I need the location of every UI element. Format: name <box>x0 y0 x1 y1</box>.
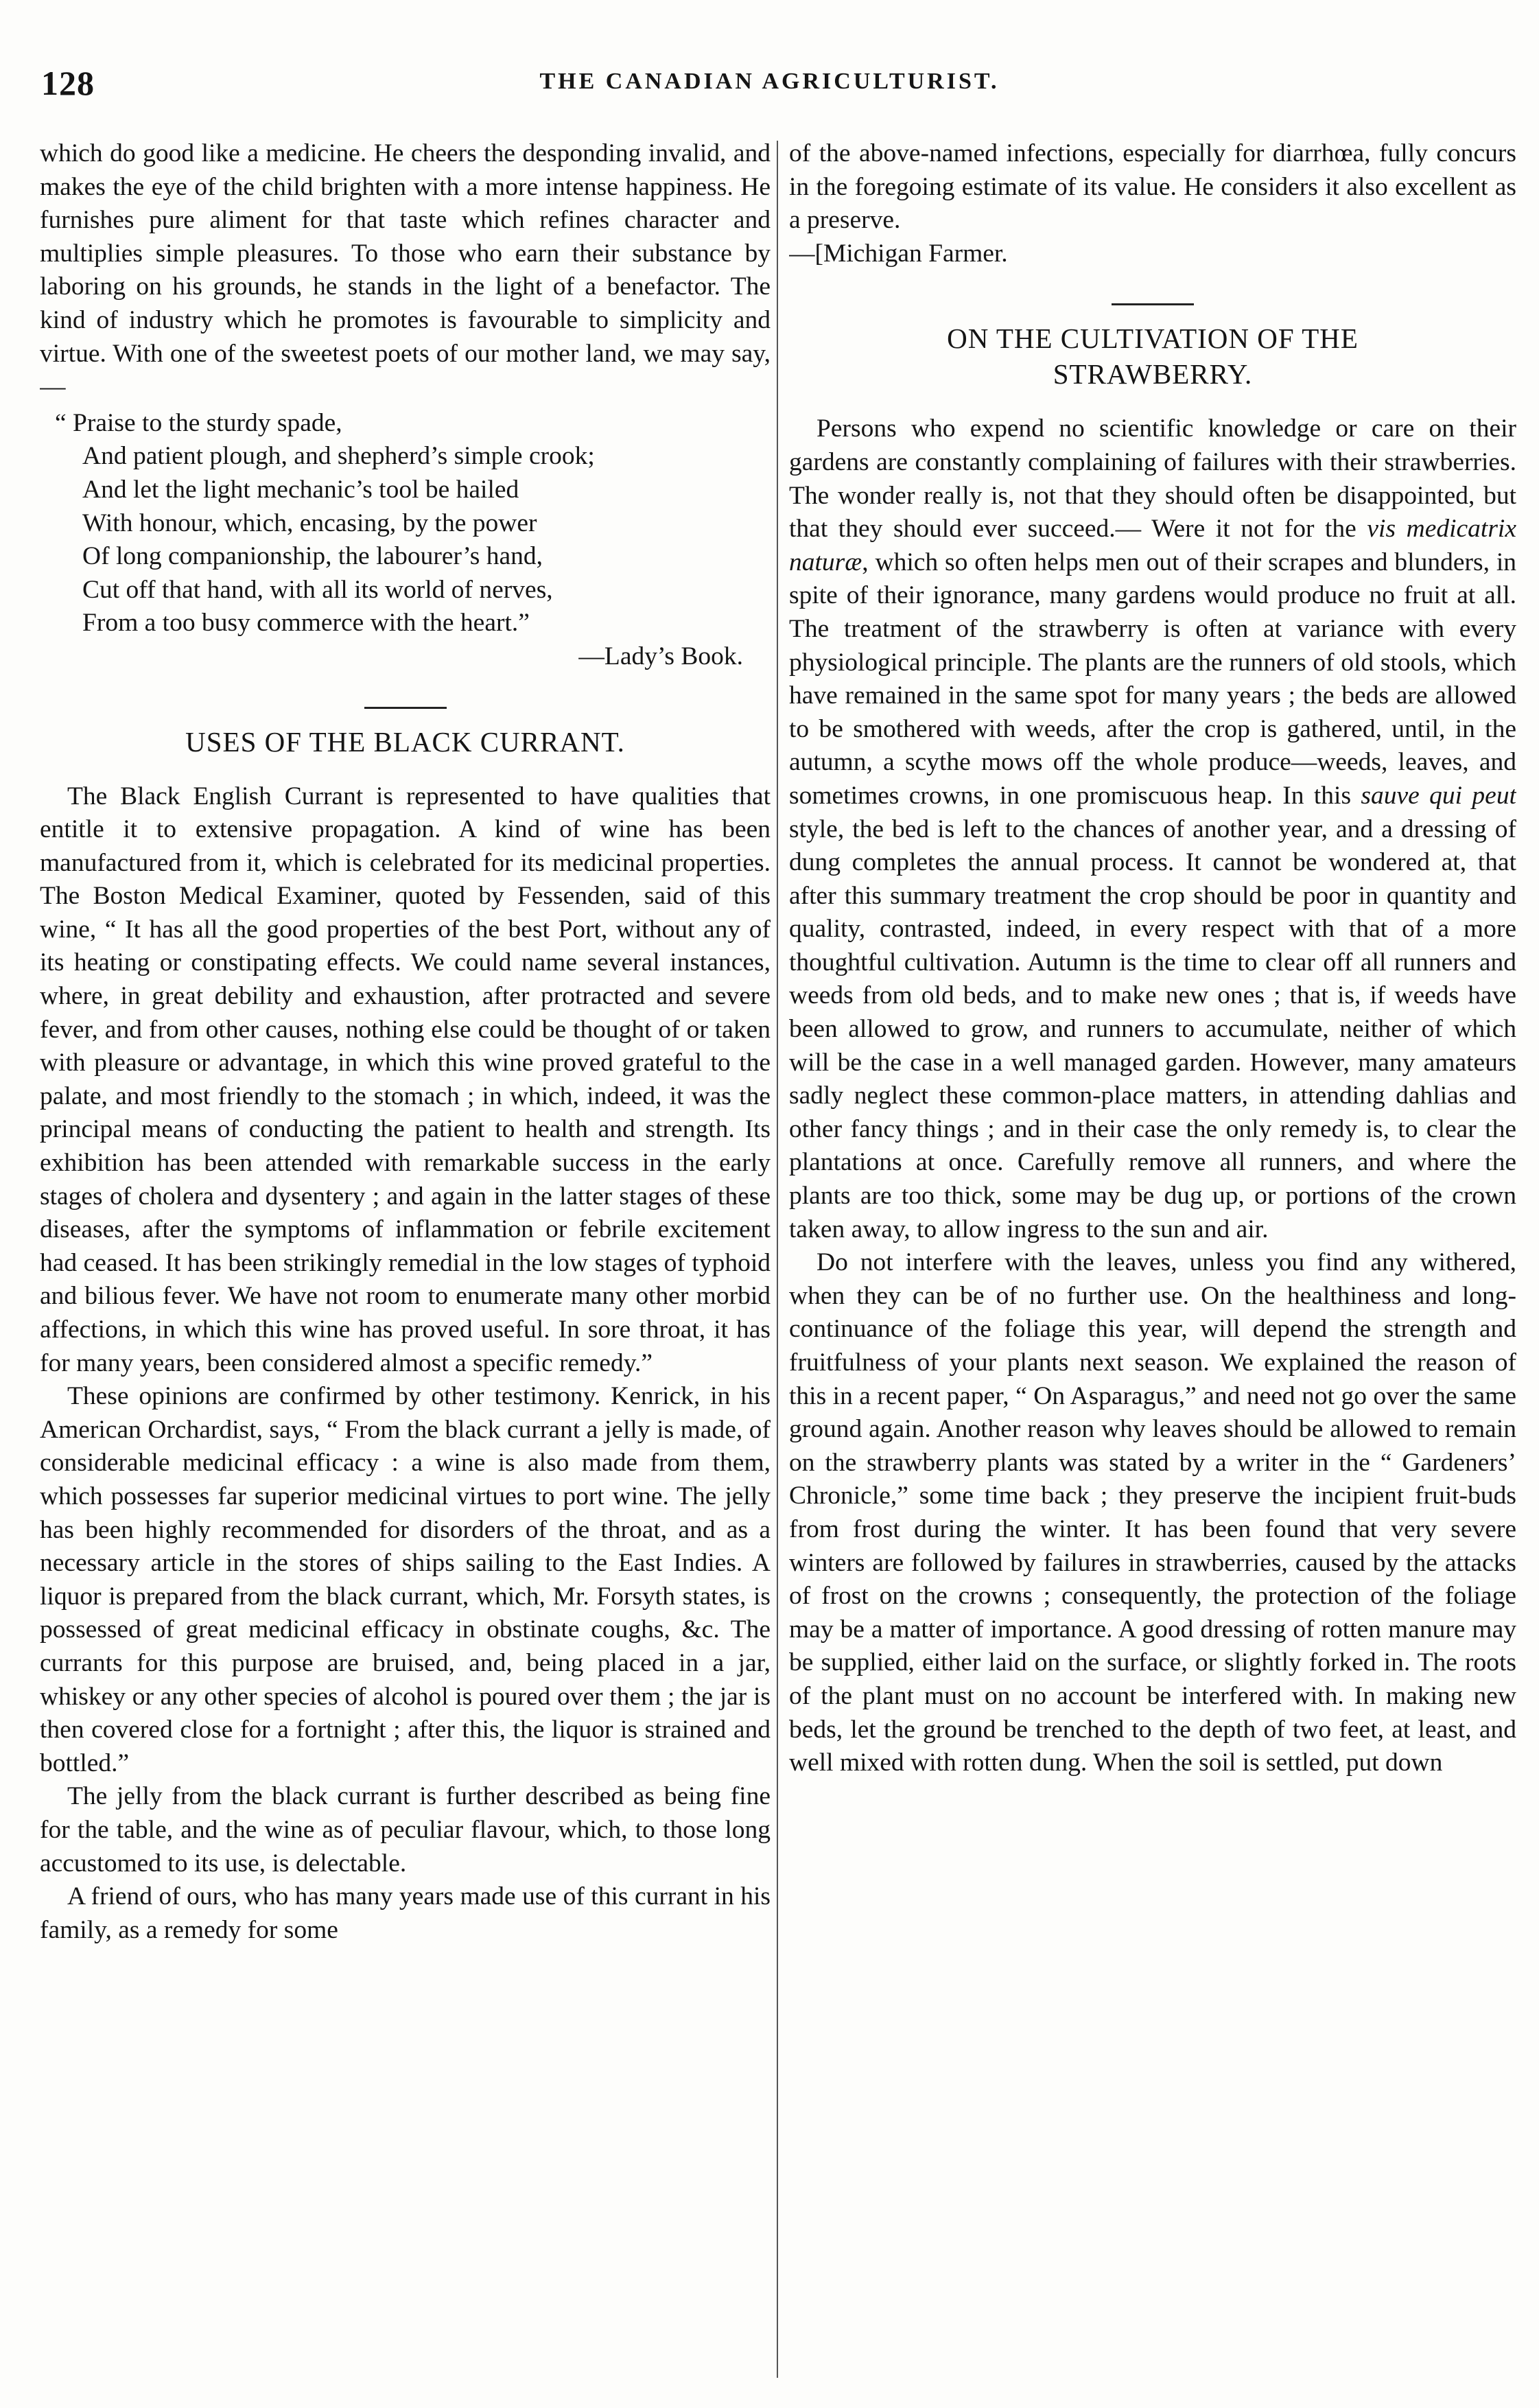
running-head <box>41 63 1498 104</box>
section-divider <box>364 707 447 709</box>
section-title-line: ON THE CULTIVATION OF THE <box>947 323 1359 355</box>
section-title-black-currant: USES OF THE BLACK CURRANT. <box>185 725 625 758</box>
article-paragraph: The Black English Currant is represented to have qualities that entitle it to extensive propagation. A kind of wine has been manufactured from it, which is celebrated for its medicinal properties. The Boston Medical Examiner, quoted by Fessenden, said of this wine, “ It has all the good properties of the best Port, without any of its heating or constipating effects. We could name several instances, where, in great debility and exhaustion, after protracted and severe fever, and from other causes, nothing else could be thought of or taken with pleasure or advantage, in which this wine proved grateful to the palate, and most friendly to the stomach ; in which, indeed, it was the principal means of conducting the patient to health and strength. Its exhibition has been attended with remarkable success in the early stages of cholera and dysentery ; and again in the latter stages of these diseases, after the symptoms of inflammation or febrile excitement had ceased. It has been strikingly remedial in the low stages of typhoid and bilious fever. We have not room to enumerate many other morbid affections, in which this wine has proved useful. In sore throat, it has for many years, been considered almost a specific remedy.” <box>40 782 771 1377</box>
poem-line: Cut off that hand, with all its world of nerves, <box>82 575 553 604</box>
article-paragraph: The jelly from the black currant is further described as being fine for the table, and the wine as of peculiar flavour, which, to those long accustomed to its use, is delectable. <box>40 1782 771 1878</box>
left-column <box>40 137 771 2374</box>
journal-title: THE CANADIAN AGRICULTURIST. <box>539 69 1000 94</box>
section-divider <box>1112 303 1194 305</box>
text-run: , which so often helps men out of their scrapes and blunders, in spite of their ignorance, many gardens would produce no fruit at all. The treatment of the strawberry is often at variance with every physiological principle. The plants are the runners of old stools, which have remained in the same spot for many years ; the beds are allowed to be smothered with weeds, after the crop is gathered, until, in the autumn, a scythe mows off the whole produce—weeds, leaves, and sometimes crowns, in one promiscuous heap. In this <box>789 548 1516 810</box>
french-phrase: sauve qui peut <box>1361 781 1516 810</box>
poem-line: And let the light mechanic’s tool be hailed <box>82 475 519 504</box>
article-paragraph: Do not interfere with the leaves, unless you find any withered, when they can be of no further use. On the healthiness and long-continuance of the foliage this year, will depend the strength and fruitfulness of your plants next season. We explained the reason of this in a recent paper, “ On Asparagus,” and need not go over the same ground again. Another reason why leaves should be allowed to remain on the strawberry plants was stated by a writer in the “ Gardeners’ Chronicle,” some time back ; they preserve the incipient fruit-buds from frost during the winter. It has been found that very severe winters are followed by failures in strawberries, caused by the attacks of frost on the crowns ; consequently, the protection of the foliage may be a matter of importance. A good dressing of rotten manure may be supplied, either laid on the surface, or slightly forked in. The roots of the plant must on no account be interfered with. In making new beds, let the ground be trenched to the depth of two feet, at least, and well mixed with rotten dung. When the soil is settled, put down <box>789 1248 1516 1777</box>
poem-line: And patient plough, and shepherd’s simple crook; <box>82 442 595 471</box>
continued-paragraph: of the above-named infections, especially for diarrhœa, fully concurs in the foregoing estimate of its value. He considers it also excellent as a preserve. <box>789 139 1516 235</box>
poem <box>40 407 771 640</box>
right-column <box>789 137 1516 2374</box>
page-number: 128 <box>41 64 95 102</box>
column-divider <box>777 141 778 2378</box>
text-run: Persons who expend no scientific knowledge or care on their gardens are constantly complaining of failures with their strawberries. The wonder really is, not that they should often be disappointed, but that they should ever succeed.— Were it not for the <box>789 414 1516 543</box>
section-title-strawberry <box>789 320 1516 392</box>
intro-paragraph: which do good like a medicine. He cheers the desponding invalid, and makes the eye of the child brighten with a more intense happiness. He furnishes pure aliment for that taste which refines character and multiplies simple pleasures. To those who earn their substance by laboring on his grounds, he stands in the light of a benefactor. The kind of industry which he promotes is favourable to simplicity and virtue. With one of the sweetest poets of our mother land, we may say,— <box>40 139 771 401</box>
text-run: style, the bed is left to the chances of another year, and a dressing of dung completes the annual process. It cannot be wondered at, that after this summary treatment the crop should be poor in quantity and quality, contrasted, indeed, in every respect with that of a more thoughtful cultivation. Autumn is the time to clear off all runners and weeds from old beds, and to make new ones ; that is, if weeds have been allowed to grow, and runners to accumulate, neither of which will be the case in a well managed garden. However, many amateurs sadly neglect these common-place matters, in attending dahlias and other fancy things ; and in their case the only remedy is, to clear the plantations at once. Carefully remove all runners, and where the plants are too thick, some may be dug up, or portions of the crown taken away, to allow ingress to the sun and air. <box>789 815 1516 1243</box>
poem-line: Of long companionship, the labourer’s hand, <box>82 542 543 571</box>
poem-line: With honour, which, encasing, by the power <box>82 509 537 537</box>
poem-line: From a too busy commerce with the heart.” <box>82 609 530 638</box>
article-paragraph: A friend of ours, who has many years made use of this currant in his family, as a remedy for some <box>40 1882 771 1944</box>
poem-line: “ Praise to the sturdy spade, <box>55 408 342 437</box>
article-paragraph <box>789 412 1516 1246</box>
section-title-line: STRAWBERRY. <box>1053 358 1253 390</box>
poem-attribution: —Lady’s Book. <box>578 642 743 670</box>
article-paragraph: These opinions are confirmed by other testimony. Kenrick, in his American Orchardist, says, “ From the black currant a jelly is made, of considerable medicinal efficacy : a wine is also made from them, which possesses far superior medicinal virtues to port wine. The jelly has been highly recommended for disorders of the throat, and as a necessary article in the stores of ships sailing to the East Indies. A liquor is prepared from the black currant, which, Mr. Forsyth states, is possessed of great medicinal efficacy in obstinate coughs, &c. The currants for this purpose are bruised, and, being placed in a jar, whiskey or any other species of alcohol is poured over them ; the jar is then covered close for a fortnight ; after this, the liquor is strained and bottled.” <box>40 1382 771 1777</box>
latin-phrase: vis medicatrix naturæ <box>789 515 1516 576</box>
source-attribution: —[Michigan Farmer. <box>789 239 1008 268</box>
